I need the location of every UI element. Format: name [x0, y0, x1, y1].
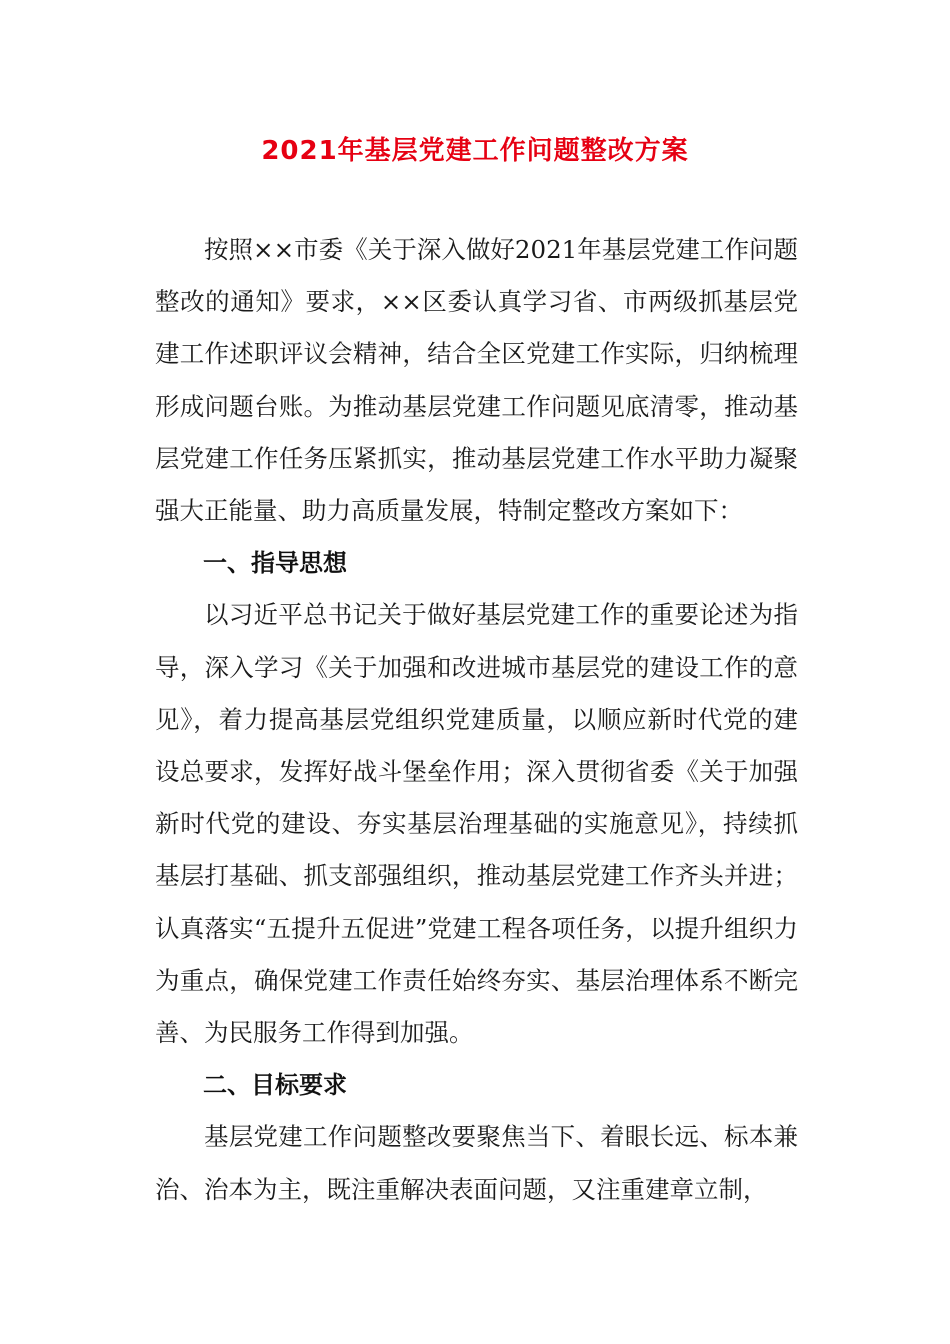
intro-paragraph: 按照××市委《关于深入做好2021年基层党建工作问题整改的通知》要求，××区委认真学习省、市两级抓基层党建工作述职评议会精神，结合全区党建工作实际，归纳梳理形成问题台账。为推动基层党建工作问题见底清零，推动基层党建工作任务压紧抓实，推动基层党建工作水平助力凝聚强大正能量、助力高质量发展，特制定整改方案如下： — [155, 235, 798, 526]
section-heading-guiding-ideology: 一、指导思想 — [203, 549, 347, 578]
section-paragraph-goals: 基层党建工作问题整改要聚焦当下、着眼长远、标本兼治、治本为主，既注重解决表面问题，又注重建章立制， — [155, 1122, 798, 1204]
document-body — [155, 224, 798, 1216]
section-paragraph-guiding-ideology: 以习近平总书记关于做好基层党建工作的重要论述为指导，深入学习《关于加强和改进城市基层党的建设工作的意见》，着力提高基层党组织党建质量，以顺应新时代党的建设总要求，发挥好战斗堡垒作用；深入贯彻省委《关于加强新时代党的建设、夯实基层治理基础的实施意见》，持续抓基层打基础、抓支部强组织，推动基层党建工作齐头并进；认真落实“五提升五促进”党建工程各项任务，以提升组织力为重点，确保党建工作责任始终夯实、基层治理体系不断完善、为民服务工作得到加强。 — [155, 600, 798, 1048]
section-heading-goals: 二、目标要求 — [203, 1071, 347, 1100]
document-title: 2021年基层党建工作问题整改方案 — [261, 136, 689, 166]
